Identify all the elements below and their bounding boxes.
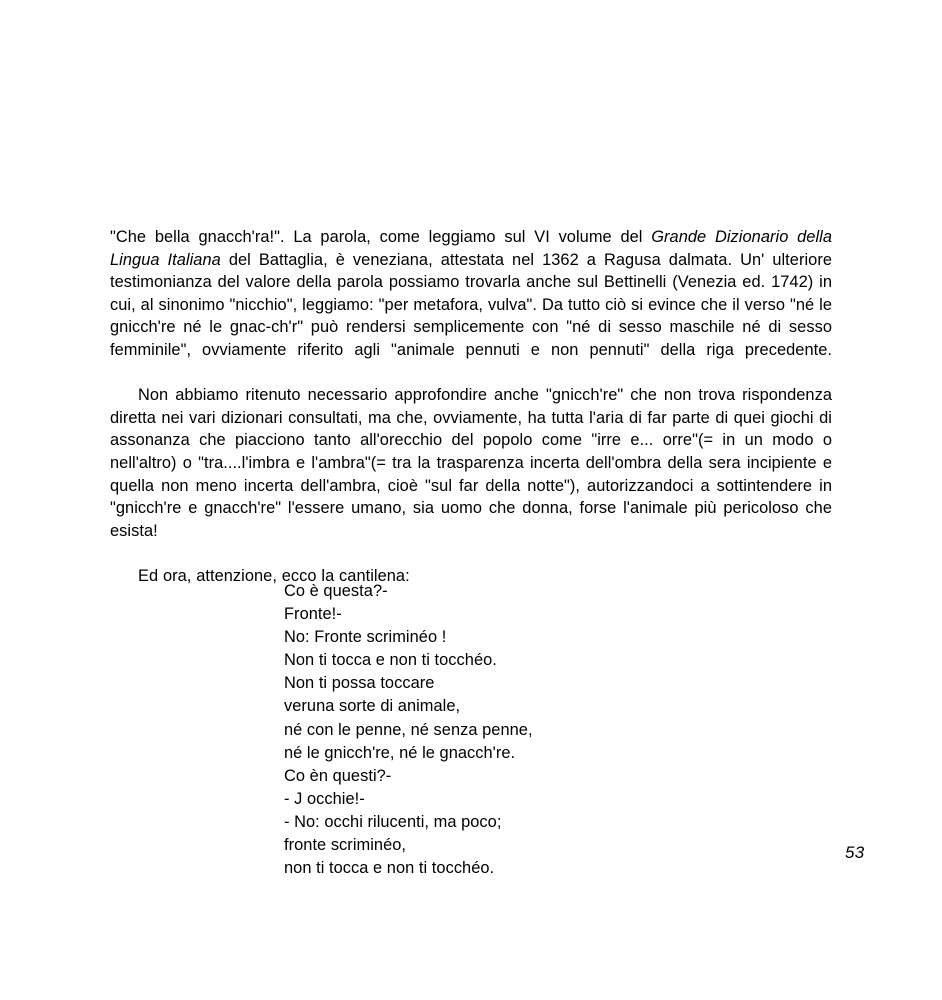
text-run: Non abbiamo ritenuto necessario approfondire anche "gnicch're" che non trova rispondenza diretta nei vari dizionari consultati, ma che, ovviamente, ha tutta l'aria di far parte di quei giochi di assonanza che piacciono tanto all'orecchio del popolo come "irre e... orre"(= in un modo o nell'altro) o "tra....l'imbra e l'ambra"(= tra la trasparenza incerta dell'ombra della sera incipiente e quella non meno incerta dell'ambra, cioè "sul far della notte"), autorizzandoci a sottintendere in "gnicch're e gnacch're" l'essere umano, sia uomo che donna, forse l'animale più pericoloso che esista! (110, 386, 832, 540)
verse-line: fronte scriminéo, (284, 836, 407, 855)
verse-line: Non ti tocca e non ti tocchéo. (284, 651, 497, 670)
italic-title-run: Grande Dizionario della Lingua Italiana (110, 228, 832, 269)
body-text-column (110, 226, 832, 588)
verse-line: No: Fronte scriminéo ! (284, 628, 447, 647)
verse-line: Co è questa?- (284, 582, 388, 600)
page-number: 53 (845, 843, 865, 862)
paragraph-2 (110, 384, 832, 565)
verse-line: - No: occhi rilucenti, ma poco; (284, 812, 502, 831)
verse-line: - J occhie!- (284, 789, 365, 808)
verse-line: non ti tocca e non ti tocchéo. (284, 859, 495, 878)
verse-line: né le gnicch're, né le gnacch're. (284, 743, 516, 762)
paragraph-1 (110, 226, 832, 384)
text-run: Ed ora, attenzione, ecco la cantilena: (138, 566, 410, 585)
verse-line: veruna sorte di animale, (284, 697, 461, 716)
verse-line: Co èn questi?- (284, 766, 392, 785)
cantilena-verse-block (284, 580, 704, 880)
verse-line: Non ti possa toccare (284, 674, 435, 693)
verse-line: Fronte!- (284, 605, 342, 624)
text-run: del Battaglia, è veneziana, attestata nel 1362 a Ragusa dalmata. Un' ulteriore testimonianza del valore della parola possiamo trovarla anche sul Bettinelli (Venezia ed. 1742) in cui, al sinonimo "nicchio", leggiamo: "per metafora, vulva". Da tutto ciò si evince che il verso "né le gnicch're né le gnac-ch'r" può rendersi semplicemente con "né di sesso maschile né di sesso femminile", ovviamente riferito agli "animale pennuti e non pennuti" della riga precedente. (110, 250, 832, 359)
verse-line: né con le penne, né senza penne, (284, 720, 533, 739)
text-run: "Che bella gnacch'ra!". La parola, come leggiamo sul VI volume del (110, 228, 652, 246)
